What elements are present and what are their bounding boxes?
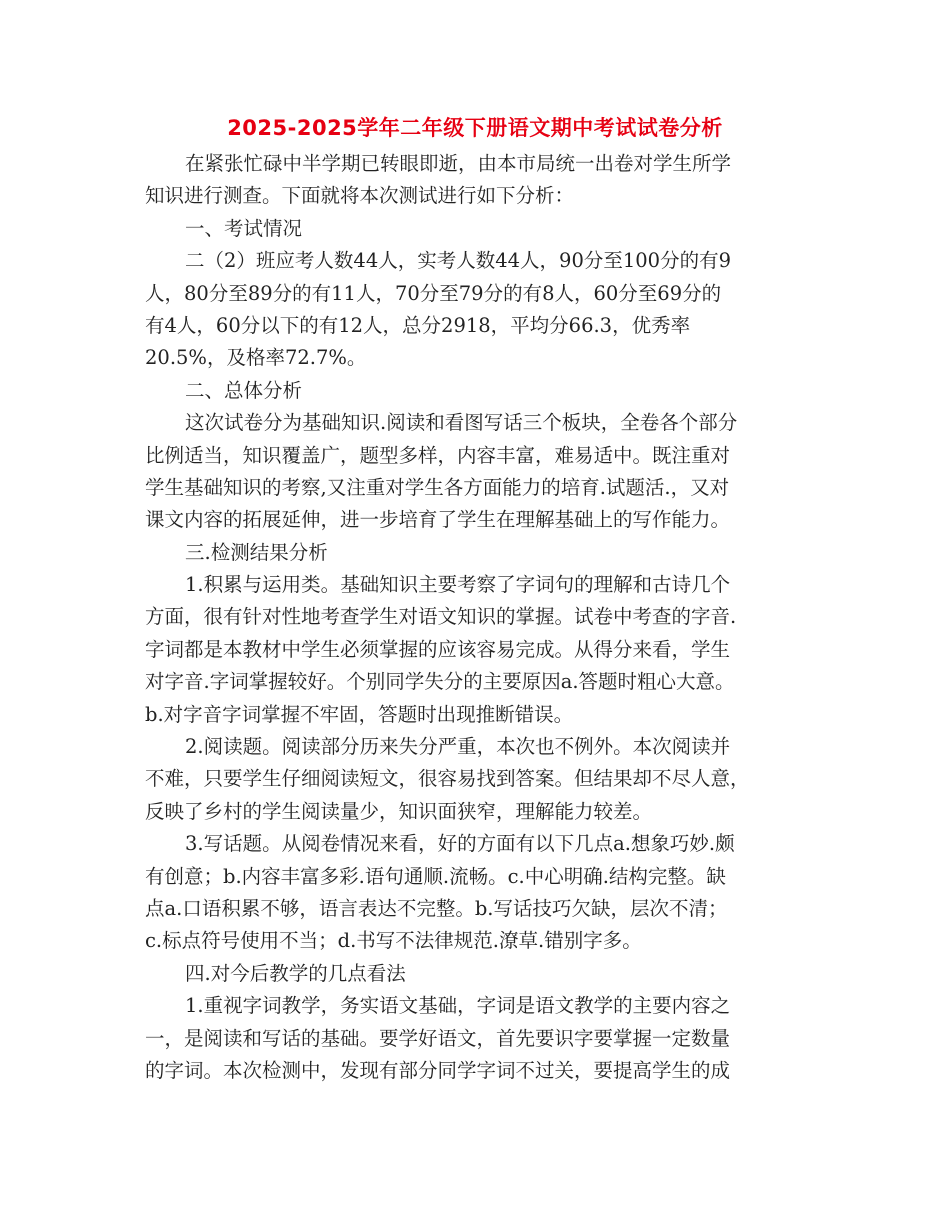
- text-line: c.标点符号使用不当；d.书写不法律规范.潦草.错别字多。: [145, 929, 642, 953]
- text-line: 人，80分至89分的有11人，70分至79分的有8人，60分至69分的: [145, 281, 722, 305]
- text-line: 四.对今后教学的几点看法: [185, 961, 406, 985]
- text-line: 三.检测结果分析: [185, 540, 328, 564]
- text-line: 在紧张忙碌中半学期已转眼即逝，由本市局统一出卷对学生所学: [185, 152, 732, 175]
- text-line: 2.阅读题。阅读部分历来失分严重，本次也不例外。本次阅读并: [185, 735, 731, 759]
- text-line: 反映了乡村的学生阅读量少，知识面狭窄，理解能力较差。: [145, 799, 653, 823]
- text-line: 学生基础知识的考察,又注重对学生各方面能力的培育.试题活.，又对: [145, 475, 730, 499]
- text-line: 知识进行测查。下面就将本次测试进行如下分析：: [145, 184, 575, 208]
- text-line: 20.5%，及格率72.7%。: [145, 346, 367, 370]
- text-line: 字词都是本教材中学生必须掌握的应该容易完成。从得分来看，学生: [145, 637, 731, 661]
- text-line: 方面，很有针对性地考查学生对语文知识的掌握。试卷中考查的字音.: [145, 605, 737, 629]
- text-line: 点a.口语积累不够，语言表达不完整。b.写话技巧欠缺，层次不清；: [145, 896, 728, 920]
- text-line: 这次试卷分为基础知识.阅读和看图写话三个板块，全卷各个部分: [185, 411, 738, 435]
- text-line: 1.重视字词教学，务实语文基础，字词是语文教学的主要内容之: [185, 994, 731, 1018]
- document-body: [145, 148, 805, 1087]
- text-line: 一、考试情况: [185, 216, 303, 240]
- text-line: 的字词。本次检测中，发现有部分同学字词不过关，要提高学生的成: [145, 1058, 731, 1082]
- text-line: b.对字音字词掌握不牢固，答题时出现推断错误。: [145, 702, 574, 726]
- text-line: 对字音.字词掌握较好。个别同学失分的主要原因a.答题时粗心大意。: [145, 670, 735, 694]
- text-line: 二（2）班应考人数44人，实考人数44人，90分至100分的有9: [185, 249, 731, 273]
- text-line: 有创意；b.内容丰富多彩.语句通顺.流畅。c.中心明确.结构完整。缺: [145, 864, 726, 888]
- text-line: 一，是阅读和写话的基础。要学好语文，首先要识字要掌握一定数量: [145, 1026, 731, 1050]
- text-line: 1.积累与运用类。基础知识主要考察了字词句的理解和古诗几个: [185, 573, 731, 597]
- document-title: 2025-2025学年二年级下册语文期中考试试卷分析: [227, 116, 723, 140]
- text-line: 3.写话题。从阅卷情况来看，好的方面有以下几点a.想象巧妙.颇: [185, 832, 735, 856]
- text-line: 课文内容的拓展延伸，进一步培育了学生在理解基础上的写作能力。: [145, 508, 731, 532]
- text-line: 比例适当，知识覆盖广，题型多样，内容丰富，难易适中。既注重对: [145, 443, 731, 467]
- text-line: 不难，只要学生仔细阅读短文，很容易找到答案。但结果却不尽人意，: [145, 767, 750, 791]
- text-line: 二、总体分析: [185, 378, 303, 402]
- text-line: 有4人，60分以下的有12人，总分2918，平均分66.3，优秀率: [145, 313, 691, 337]
